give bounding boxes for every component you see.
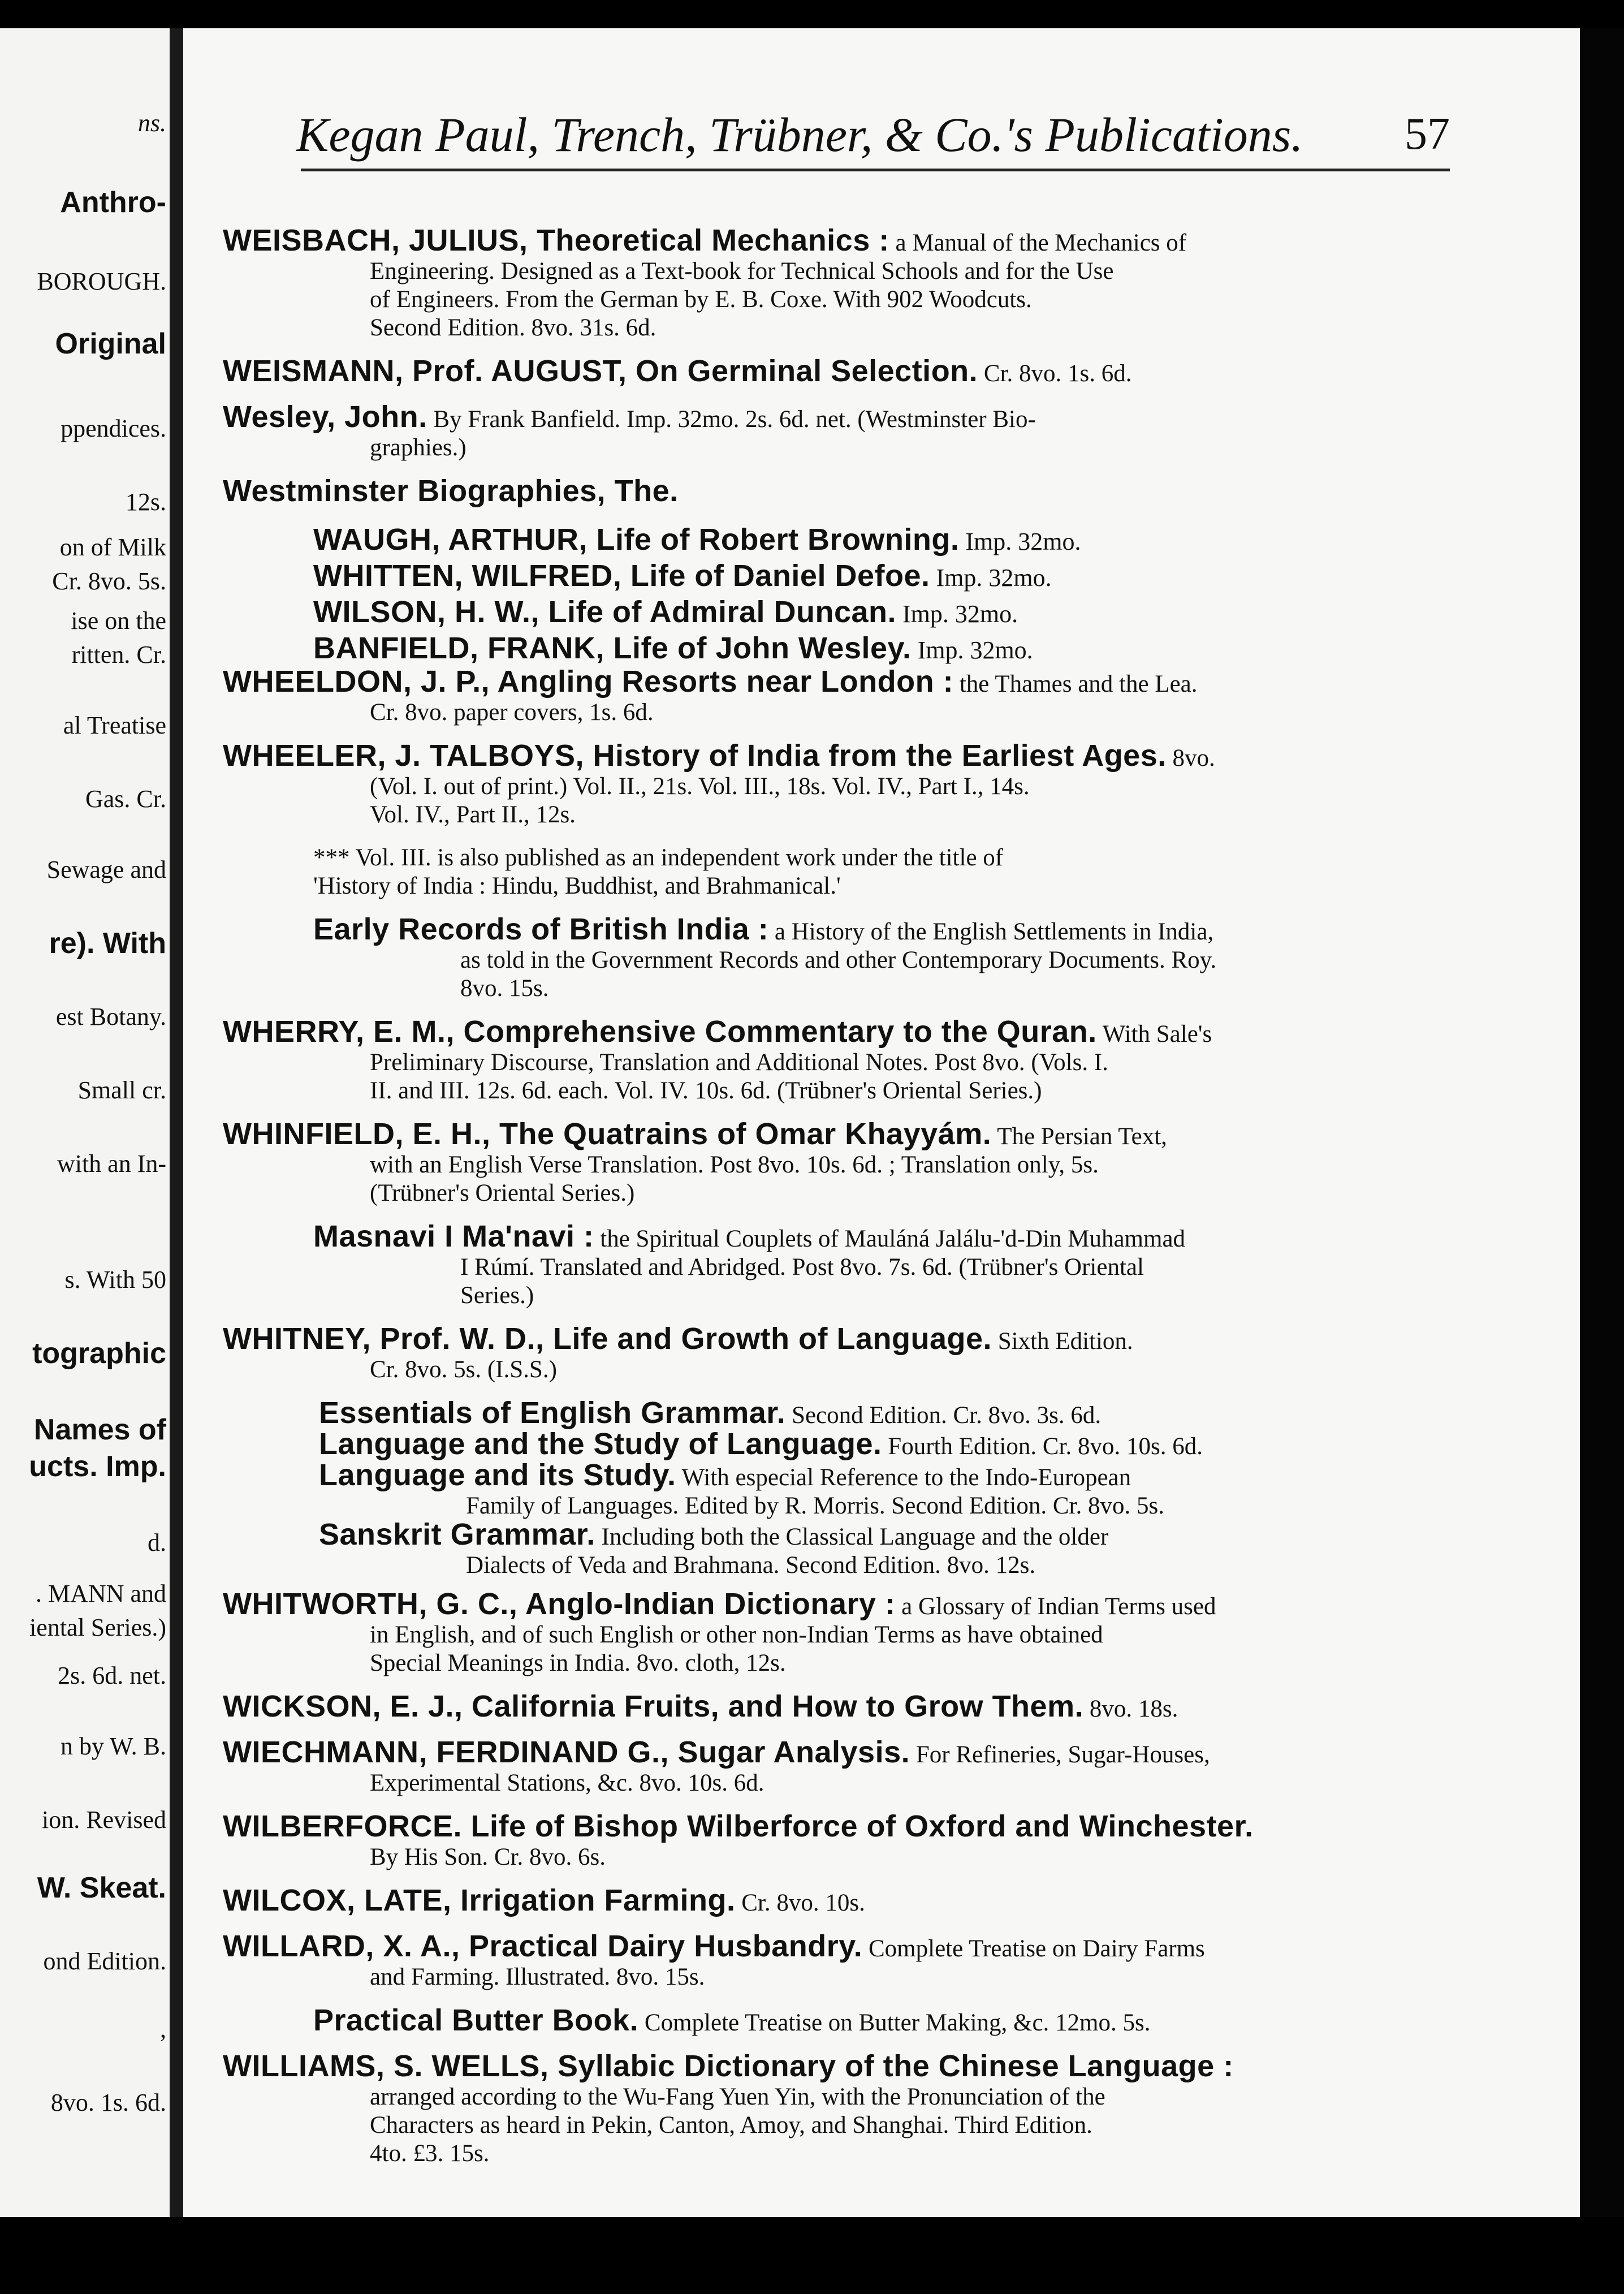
entry-line <box>313 1282 1455 1310</box>
entry-line <box>313 844 1455 872</box>
entry-heading: WIECHMANN, FERDINAND G., Sugar Analysis. <box>223 1738 910 1769</box>
entry-line <box>319 1399 1455 1430</box>
entry-text: I Rúmí. Translated and Abridged. Post 8vo. 7s. 6d. (Trübner's Oriental <box>460 1254 1144 1280</box>
entry-heading: WILSON, H. W., Life of Admiral Duncan. <box>313 595 897 629</box>
entry-line <box>223 1049 1455 1077</box>
entry-line <box>223 1356 1455 1384</box>
scan-edge <box>1580 28 1624 2217</box>
entry-text: in English, and of such English or other non-Indian Terms as have obtained <box>370 1622 1103 1648</box>
catalogue-entry <box>223 1886 1455 1917</box>
entry-text: the Spiritual Couplets of Mauláná Jalálu-'d-Din Muhammad <box>594 1226 1186 1252</box>
entry-line <box>223 1769 1455 1797</box>
entry-line <box>313 1253 1455 1282</box>
catalogue-entry <box>223 1590 1455 1678</box>
entry-text: Engineering. Designed as a Text-book for Technical Schools and for the Use <box>370 258 1114 284</box>
entry-heading: WEISBACH, JULIUS, Theoretical Mechanics : <box>223 226 889 257</box>
entry-text: The Persian Text, <box>991 1123 1167 1150</box>
entry-line <box>313 872 1455 900</box>
entry-line <box>223 2111 1455 2140</box>
entry-text: *** Vol. III. is also published as an independent work under the title of <box>313 844 1004 871</box>
facing-page-fragment: W. Skeat. <box>37 1872 166 1904</box>
facing-page-fragment: Cr. 8vo. 5s. <box>52 567 166 595</box>
entry-line <box>313 915 1455 946</box>
page-header <box>296 106 1450 174</box>
entry-line <box>313 595 1455 631</box>
entry-line <box>223 1812 1455 1843</box>
entry-text: Characters as heard in Pekin, Canton, Amoy, and Shanghai. Third Edition. <box>370 2112 1092 2138</box>
entry-line <box>313 1222 1455 1253</box>
entry-line <box>223 1738 1455 1769</box>
catalogue-entry <box>223 667 1455 727</box>
catalogue-subentry <box>223 1399 1455 1580</box>
entry-line <box>223 741 1455 773</box>
facing-page-fragment: Original <box>55 327 166 360</box>
entry-line <box>319 1430 1455 1461</box>
catalogue-entry <box>223 1812 1455 1872</box>
entry-text: Imp. 32mo. <box>911 636 1033 664</box>
entry-line <box>223 314 1455 342</box>
facing-page-fragment: Sewage and <box>46 856 166 883</box>
entry-text: (Vol. I. out of print.) Vol. II., 21s. Vol. III., 18s. Vol. IV., Part I., 14s. <box>370 773 1030 800</box>
entry-heading: WHEELER, J. TALBOYS, History of India from the Earliest Ages. <box>223 741 1167 773</box>
series-sublist <box>223 523 1455 667</box>
entry-heading: WEISMANN, Prof. AUGUST, On Germinal Selection. <box>223 357 978 388</box>
facing-page-fragment: . MANN and <box>36 1580 166 1607</box>
facing-page-fragment: Gas. Cr. <box>85 785 166 813</box>
entry-line <box>223 1649 1455 1678</box>
entry-line <box>319 1520 1455 1551</box>
entry-line <box>223 667 1455 698</box>
facing-page-fragment: n by W. B. <box>60 1732 166 1760</box>
entry-line <box>223 257 1455 286</box>
catalogue-subentry <box>223 1222 1455 1310</box>
entry-line <box>313 631 1455 667</box>
entry-text: Series.) <box>460 1282 534 1309</box>
entry-line <box>223 698 1455 727</box>
entry-text: the Thames and the Lea. <box>953 671 1198 697</box>
entry-line <box>313 974 1455 1003</box>
entry-text: Experimental Stations, &c. 8vo. 10s. 6d. <box>370 1770 765 1796</box>
entry-line <box>223 2083 1455 2111</box>
entry-line <box>223 1325 1455 1356</box>
entry-text: Second Edition. 8vo. 31s. 6d. <box>370 314 656 341</box>
entry-line <box>313 559 1455 595</box>
entry-heading: WHITWORTH, G. C., Anglo-Indian Dictionary : <box>223 1590 896 1621</box>
entry-heading: WILLARD, X. A., Practical Dairy Husbandry. <box>223 1932 863 1963</box>
entry-text: Imp. 32mo. <box>930 564 1052 592</box>
catalogue-entry <box>223 1120 1455 1208</box>
catalogue-entry <box>223 226 1455 342</box>
entry-line <box>313 523 1455 559</box>
entry-text: a Glossary of Indian Terms used <box>895 1593 1216 1620</box>
entry-line <box>223 477 1455 508</box>
entry-text: Second Edition. Cr. 8vo. 3s. 6d. <box>785 1402 1102 1429</box>
entry-line <box>313 2006 1455 2037</box>
facing-page-fragment: ns. <box>137 109 166 137</box>
entry-heading: Sanskrit Grammar. <box>319 1520 595 1551</box>
entry-text: Complete Treatise on Butter Making, &c. 12mo. 5s. <box>638 2010 1151 2036</box>
entry-text: Vol. IV., Part II., 12s. <box>370 801 576 828</box>
entry-text: With especial Reference to the Indo-European <box>676 1464 1131 1491</box>
facing-page-fragment: tographic <box>32 1337 166 1370</box>
entry-line <box>223 434 1455 462</box>
entry-heading: WHERRY, E. M., Comprehensive Commentary to the Quran. <box>223 1017 1097 1049</box>
catalogue-entry <box>223 477 1455 508</box>
entry-text: For Refineries, Sugar-Houses, <box>910 1741 1210 1768</box>
entry-heading: WHITTEN, WILFRED, Life of Daniel Defoe. <box>313 559 930 593</box>
facing-page-fragment: 2s. 6d. net. <box>58 1662 166 1689</box>
facing-page-fragment: ion. Revised <box>42 1806 166 1834</box>
entry-line <box>223 1621 1455 1649</box>
facing-page-fragment: ond Edition. <box>43 1947 166 1975</box>
catalogue-entry <box>223 1017 1455 1105</box>
entry-text: Preliminary Discourse, Translation and Additional Notes. Post 8vo. (Vols. I. <box>370 1049 1108 1076</box>
entry-heading: WILBERFORCE. Life of Bishop Wilberforce of Oxford and Winchester. <box>223 1812 1254 1843</box>
entry-line <box>223 1077 1455 1105</box>
facing-page-fragment: with an In- <box>57 1150 166 1178</box>
facing-page-fragment: Small cr. <box>77 1076 166 1104</box>
entry-text: (Trübner's Oriental Series.) <box>370 1180 635 1206</box>
entry-heading: Practical Butter Book. <box>313 2006 639 2037</box>
entry-text: Imp. 32mo. <box>959 528 1081 555</box>
entry-line <box>319 1492 1455 1520</box>
entry-line <box>223 1179 1455 1208</box>
facing-page-fragment: 8vo. 1s. 6d. <box>50 2089 166 2116</box>
book-page <box>183 28 1580 2217</box>
entry-text: Fourth Edition. Cr. 8vo. 10s. 6d. <box>882 1433 1203 1460</box>
entry-heading: WHITNEY, Prof. W. D., Life and Growth of Language. <box>223 1325 992 1356</box>
entry-heading: WILLIAMS, S. WELLS, Syllabic Dictionary of the Chinese Language : <box>223 2052 1234 2083</box>
entry-text: Cr. 8vo. 10s. <box>735 1890 865 1916</box>
entry-text: Cr. 8vo. paper covers, 1s. 6d. <box>370 699 654 726</box>
page-number: 57 <box>1405 109 1450 159</box>
entry-line <box>223 1886 1455 1917</box>
catalogue-subentry <box>223 915 1455 1003</box>
facing-page-fragment: 12s. <box>125 488 166 516</box>
entry-text: graphies.) <box>370 434 467 461</box>
entry-line <box>319 1551 1455 1580</box>
facing-page-fragment: s. With 50 <box>64 1266 166 1293</box>
facing-page-fragment: ucts. Imp. <box>29 1450 166 1483</box>
entry-text: Complete Treatise on Dairy Farms <box>862 1935 1205 1962</box>
facing-page-fragment: iental Series.) <box>29 1614 166 1641</box>
entry-text: Imp. 32mo. <box>896 600 1018 628</box>
facing-page-fragment: ppendices. <box>61 415 166 442</box>
entry-line <box>223 403 1455 434</box>
entry-text: II. and III. 12s. 6d. each. Vol. IV. 10s. 6d. (Trübner's Oriental Series.) <box>370 1077 1042 1104</box>
catalogue-entry <box>223 357 1455 388</box>
catalogue-entry <box>223 741 1455 829</box>
entry-text: Including both the Classical Language and the older <box>595 1524 1109 1550</box>
entry-text: 4to. £3. 15s. <box>370 2140 490 2167</box>
entry-text: 8vo. 15s. <box>460 975 549 1002</box>
entry-heading: Wesley, John. <box>223 403 427 434</box>
entry-line <box>223 1692 1455 1723</box>
header-rule <box>301 169 1450 171</box>
entry-line <box>223 357 1455 388</box>
facing-page-fragment: BOROUGH. <box>37 268 166 295</box>
entry-heading: Westminster Biographies, The. <box>223 477 679 508</box>
facing-page-fragment: on of Milk <box>59 533 166 561</box>
entry-text: as told in the Government Records and other Contemporary Documents. Roy. <box>460 947 1217 973</box>
entry-line <box>223 2140 1455 2168</box>
entry-text: Family of Languages. Edited by R. Morris. Second Edition. Cr. 8vo. 5s. <box>466 1493 1164 1519</box>
entry-line <box>223 286 1455 314</box>
entry-text: Special Meanings in India. 8vo. cloth, 12s. <box>370 1650 786 1676</box>
entry-text: arranged according to the Wu-Fang Yuen Yin, with the Pronunciation of the <box>370 2084 1105 2110</box>
entry-heading: WHINFIELD, E. H., The Quatrains of Omar Khayyám. <box>223 1120 992 1151</box>
entry-text: a Manual of the Mechanics of <box>889 230 1187 256</box>
entry-line <box>223 1843 1455 1872</box>
entry-line <box>223 1120 1455 1151</box>
entry-text: and Farming. Illustrated. 8vo. 15s. <box>370 1964 705 1990</box>
catalogue-entry <box>223 403 1455 462</box>
facing-page-fragment: , <box>160 2015 166 2043</box>
entry-text: with an English Verse Translation. Post 8vo. 10s. 6d. ; Translation only, 5s. <box>370 1152 1099 1178</box>
catalogue-entries <box>223 226 1455 2183</box>
book-gutter <box>170 28 183 2217</box>
entry-heading: Early Records of British India : <box>313 915 769 946</box>
facing-page-fragment: al Treatise <box>63 712 166 739</box>
catalogue-entry <box>223 1692 1455 1723</box>
entry-line <box>223 226 1455 257</box>
entry-text: By His Son. Cr. 8vo. 6s. <box>370 1844 606 1870</box>
catalogue-entry <box>223 1738 1455 1797</box>
entry-heading: WICKSON, E. J., California Fruits, and How to Grow Them. <box>223 1692 1084 1723</box>
catalogue-entry <box>223 1325 1455 1384</box>
entry-heading: WHEELDON, J. P., Angling Resorts near London : <box>223 667 954 698</box>
facing-page-strip <box>0 28 170 2217</box>
entry-heading: Masnavi I Ma'navi : <box>313 1222 594 1253</box>
entry-text: With Sale's <box>1096 1021 1212 1047</box>
catalogue-note <box>223 844 1455 900</box>
facing-page-fragment: Names of <box>33 1413 166 1446</box>
running-title: Kegan Paul, Trench, Trübner, & Co.'s Publications. <box>296 107 1303 162</box>
entry-line <box>223 1017 1455 1049</box>
facing-page-fragment: d. <box>148 1529 166 1556</box>
entry-text: Cr. 8vo. 1s. 6d. <box>978 360 1132 387</box>
entry-heading: WILCOX, LATE, Irrigation Farming. <box>223 1886 736 1917</box>
facing-page-fragment: ise on the <box>71 607 166 635</box>
facing-page-fragment: Anthro- <box>60 186 166 219</box>
facing-page-fragment: est Botany. <box>55 1003 166 1030</box>
entry-text: 'History of India : Hindu, Buddhist, and Brahmanical.' <box>313 873 841 899</box>
entry-line <box>223 1151 1455 1179</box>
entry-text: a History of the English Settlements in India, <box>768 919 1214 945</box>
entry-text: Dialects of Veda and Brahmana. Second Edition. 8vo. 12s. <box>466 1552 1036 1579</box>
catalogue-entry <box>223 1932 1455 1991</box>
facing-page-fragment: re). With <box>49 927 166 960</box>
entry-line <box>223 1932 1455 1963</box>
entry-text: Cr. 8vo. 5s. (I.S.S.) <box>370 1356 557 1383</box>
entry-text: By Frank Banfield. Imp. 32mo. 2s. 6d. net. (Westminster Bio- <box>427 406 1036 433</box>
entry-text: 8vo. 18s. <box>1083 1696 1178 1722</box>
entry-text: Sixth Edition. <box>992 1328 1133 1355</box>
catalogue-entry <box>223 2052 1455 2168</box>
entry-line <box>223 773 1455 801</box>
entry-line <box>313 946 1455 974</box>
entry-heading: Essentials of English Grammar. <box>319 1399 786 1430</box>
entry-heading: Language and its Study. <box>319 1461 676 1492</box>
entry-line <box>223 1963 1455 1991</box>
entry-line <box>223 1590 1455 1621</box>
entry-line <box>223 2052 1455 2083</box>
entry-heading: Language and the Study of Language. <box>319 1430 882 1461</box>
catalogue-subentry <box>223 2006 1455 2037</box>
entry-line <box>319 1461 1455 1492</box>
entry-heading: WAUGH, ARTHUR, Life of Robert Browning. <box>313 523 960 557</box>
entry-text: of Engineers. From the German by E. B. Coxe. With 902 Woodcuts. <box>370 286 1032 313</box>
facing-page-fragment: ritten. Cr. <box>71 641 166 669</box>
entry-heading: BANFIELD, FRANK, Life of John Wesley. <box>313 631 912 665</box>
entry-line <box>223 801 1455 829</box>
entry-text: 8vo. <box>1166 745 1215 771</box>
